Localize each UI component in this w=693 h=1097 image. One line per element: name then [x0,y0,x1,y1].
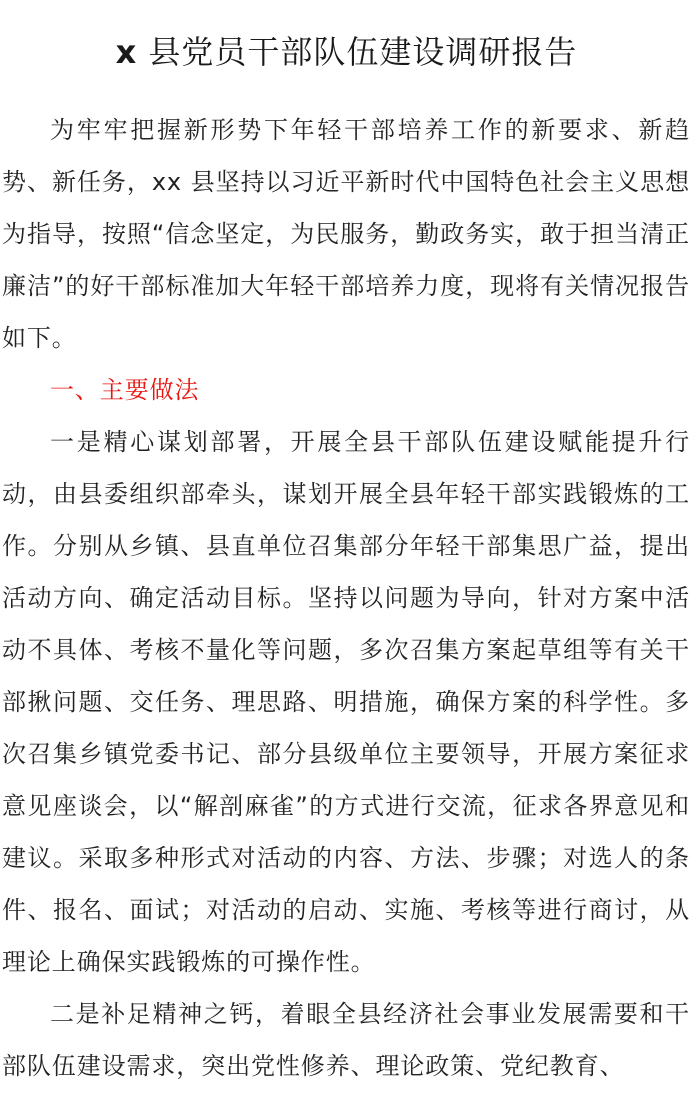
title-main: 县党员干部队伍建设调研报告 [137,33,578,71]
section-heading: 一、主要做法 [50,376,200,404]
title-prefix: x [115,33,138,71]
body-paragraph-1: 一是精心谋划部署，开展全县干部队伍建设赋能提升行动，由县委组织部牵头，谋划开展全县年轻干部实践锻炼的工作。分别从乡镇、县直单位召集部分年轻干部集思广益，提出活动方向、确定活动目标。坚持以问题为导向，针对方案中活动不具体、考核不量化等问题，多次召集方案起草组等有关干部揪问题、交任务、理思路、明措施，确保方案的科学性。多次召集乡镇党委书记、部分县级单位主要领导，开展方案征求意见座谈会，以“解剖麻雀”的方式进行交流，征求各界意见和建议。采取多种形式对活动的内容、方法、步骤；对选人的条件、报名、面试；对活动的启动、实施、考核等进行商讨，从理论上确保实践锻炼的可操作性。 [2,428,690,976]
intro-paragraph: 为牢牢把握新形势下年轻干部培养工作的新要求、新趋势、新任务，xx 县坚持以习近平新时代中国特色社会主义思想为指导，按照“信念坚定，为民服务，勤政务实，敢于担当清正廉洁”的好干部标准加大年轻干部培养力度，现将有关情况报告如下。 [2,116,690,352]
document-body [2,104,690,1092]
document-title [0,30,693,74]
body-paragraph-2: 二是补足精神之钙，着眼全县经济社会事业发展需要和干部队伍建设需求，突出党性修养、理论政策、党纪教育、 [2,1000,690,1080]
